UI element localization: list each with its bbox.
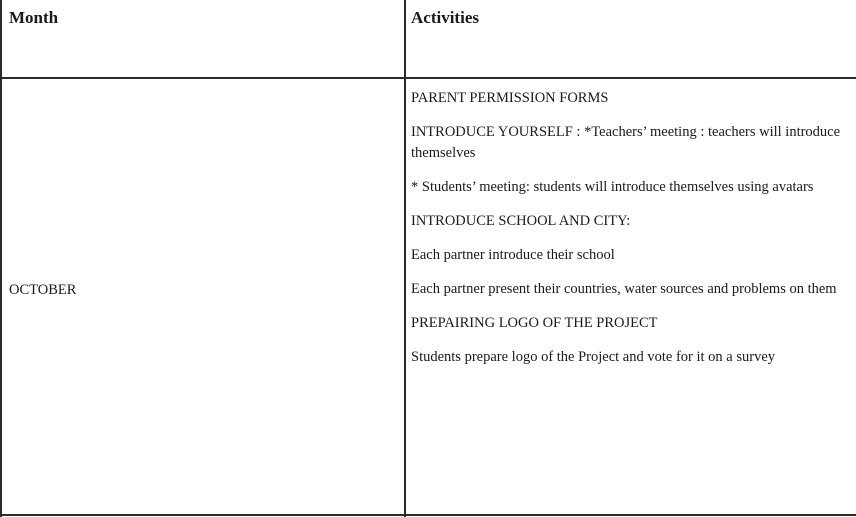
- activity-item: PARENT PERMISSION FORMS: [411, 90, 609, 106]
- header-month: Month: [9, 8, 59, 27]
- activity-item: Each partner introduce their school: [411, 247, 615, 263]
- activity-item: * Students’ meeting: students will introduce themselves using avatars: [411, 179, 814, 195]
- header-activities: Activities: [411, 8, 479, 27]
- table-border-bottom: [0, 514, 856, 516]
- activity-item: Students prepare logo of the Project and vote for it on a survey: [411, 349, 776, 365]
- activity-item: INTRODUCE YOURSELF : *Teachers’ meeting : teachers will introduce themselves: [411, 124, 841, 161]
- activities-cell: [411, 88, 847, 381]
- month-cell: OCTOBER: [9, 282, 77, 298]
- activity-item: Each partner present their countries, water sources and problems on them: [411, 281, 837, 297]
- activity-item: INTRODUCE SCHOOL AND CITY:: [411, 213, 631, 229]
- table-header-divider: [0, 77, 856, 79]
- activity-item: PREPAIRING LOGO OF THE PROJECT: [411, 315, 658, 331]
